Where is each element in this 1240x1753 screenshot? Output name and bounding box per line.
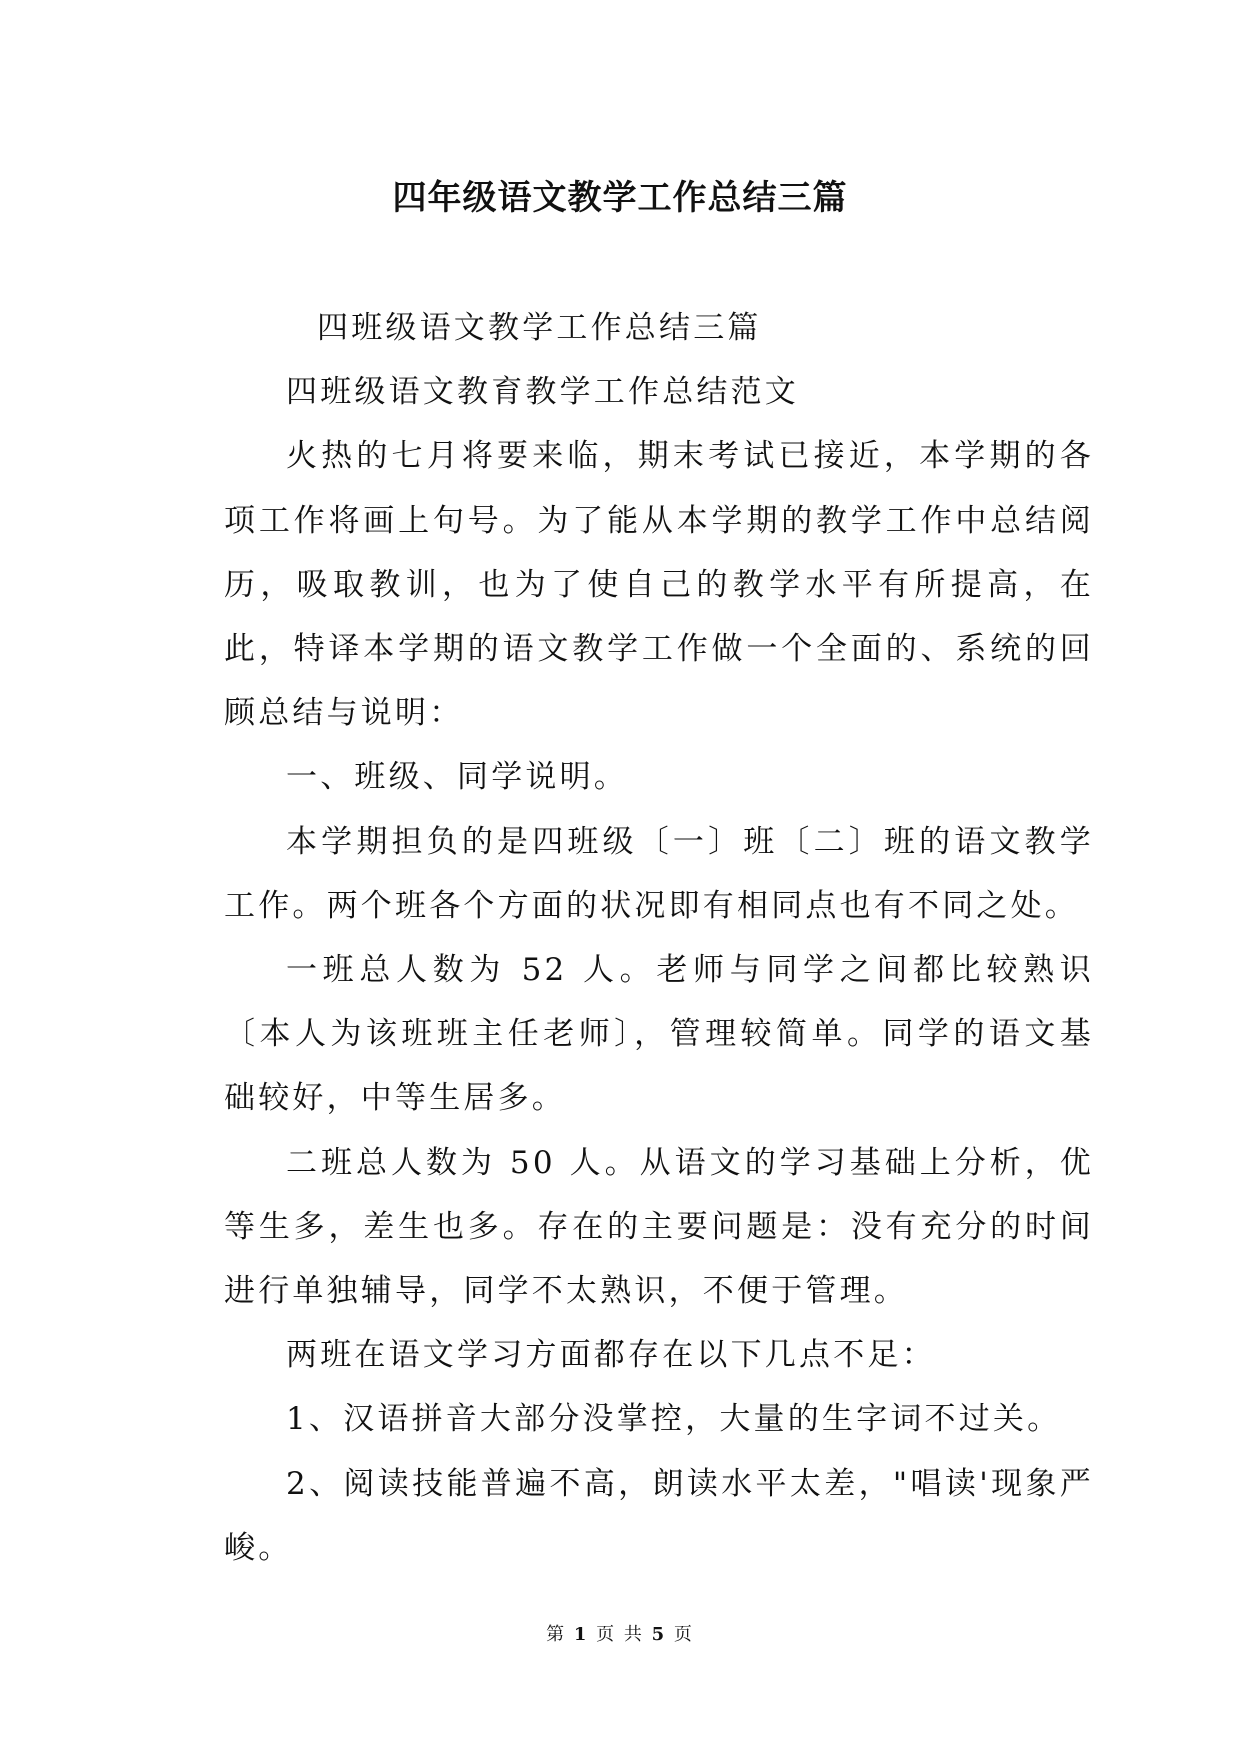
page-footer [0, 1620, 1240, 1646]
paragraph: 1、汉语拼音大部分没掌控，大量的生字词不过关。 [286, 1401, 1062, 1438]
footer-current-page: 1 [573, 1624, 589, 1645]
footer-middle: 页 共 [596, 1624, 644, 1645]
paragraph: 两班在语文学习方面都存在以下几点不足： [286, 1337, 936, 1374]
document-body [224, 296, 1094, 1580]
paragraph: 本学期担负的是四班级〔一〕班〔二〕班的语文教学工作。两个班各个方面的状况即有相同点也有不同之处。 [224, 823, 1094, 924]
paragraph: 火热的七月将要来临，期末考试已接近，本学期的各项工作将画上句号。为了能从本学期的教学工作中总结阅历，吸取教训，也为了使自己的教学水平有所提高，在此，特译本学期的语文教学工作做一个全面的、系统的回顾总结与说明： [224, 438, 1094, 732]
paragraph-heading: 四班级语文教育教学工作总结范文 [286, 374, 799, 411]
paragraph: 一、班级、同学说明。 [286, 759, 628, 796]
footer-total-pages: 5 [651, 1624, 667, 1645]
paragraph: 一班总人数为 52 人。老师与同学之间都比较熟识〔本人为该班班主任老师〕，管理较简单。同学的语文基础较好，中等生居多。 [224, 952, 1094, 1117]
footer-prefix: 第 [546, 1624, 567, 1645]
footer-suffix: 页 [673, 1624, 694, 1645]
document-title: 四年级语文教学工作总结三篇 [392, 178, 848, 218]
paragraph: 2、阅读技能普遍不高，朗读水平太差，"唱读'现象严峻。 [224, 1465, 1094, 1566]
paragraph: 二班总人数为 50 人。从语文的学习基础上分析，优等生多，差生也多。存在的主要问题是：没有充分的时间进行单独辅导，同学不太熟识，不便于管理。 [224, 1144, 1094, 1310]
paragraph-subtitle: 四班级语文教学工作总结三篇 [317, 310, 762, 346]
